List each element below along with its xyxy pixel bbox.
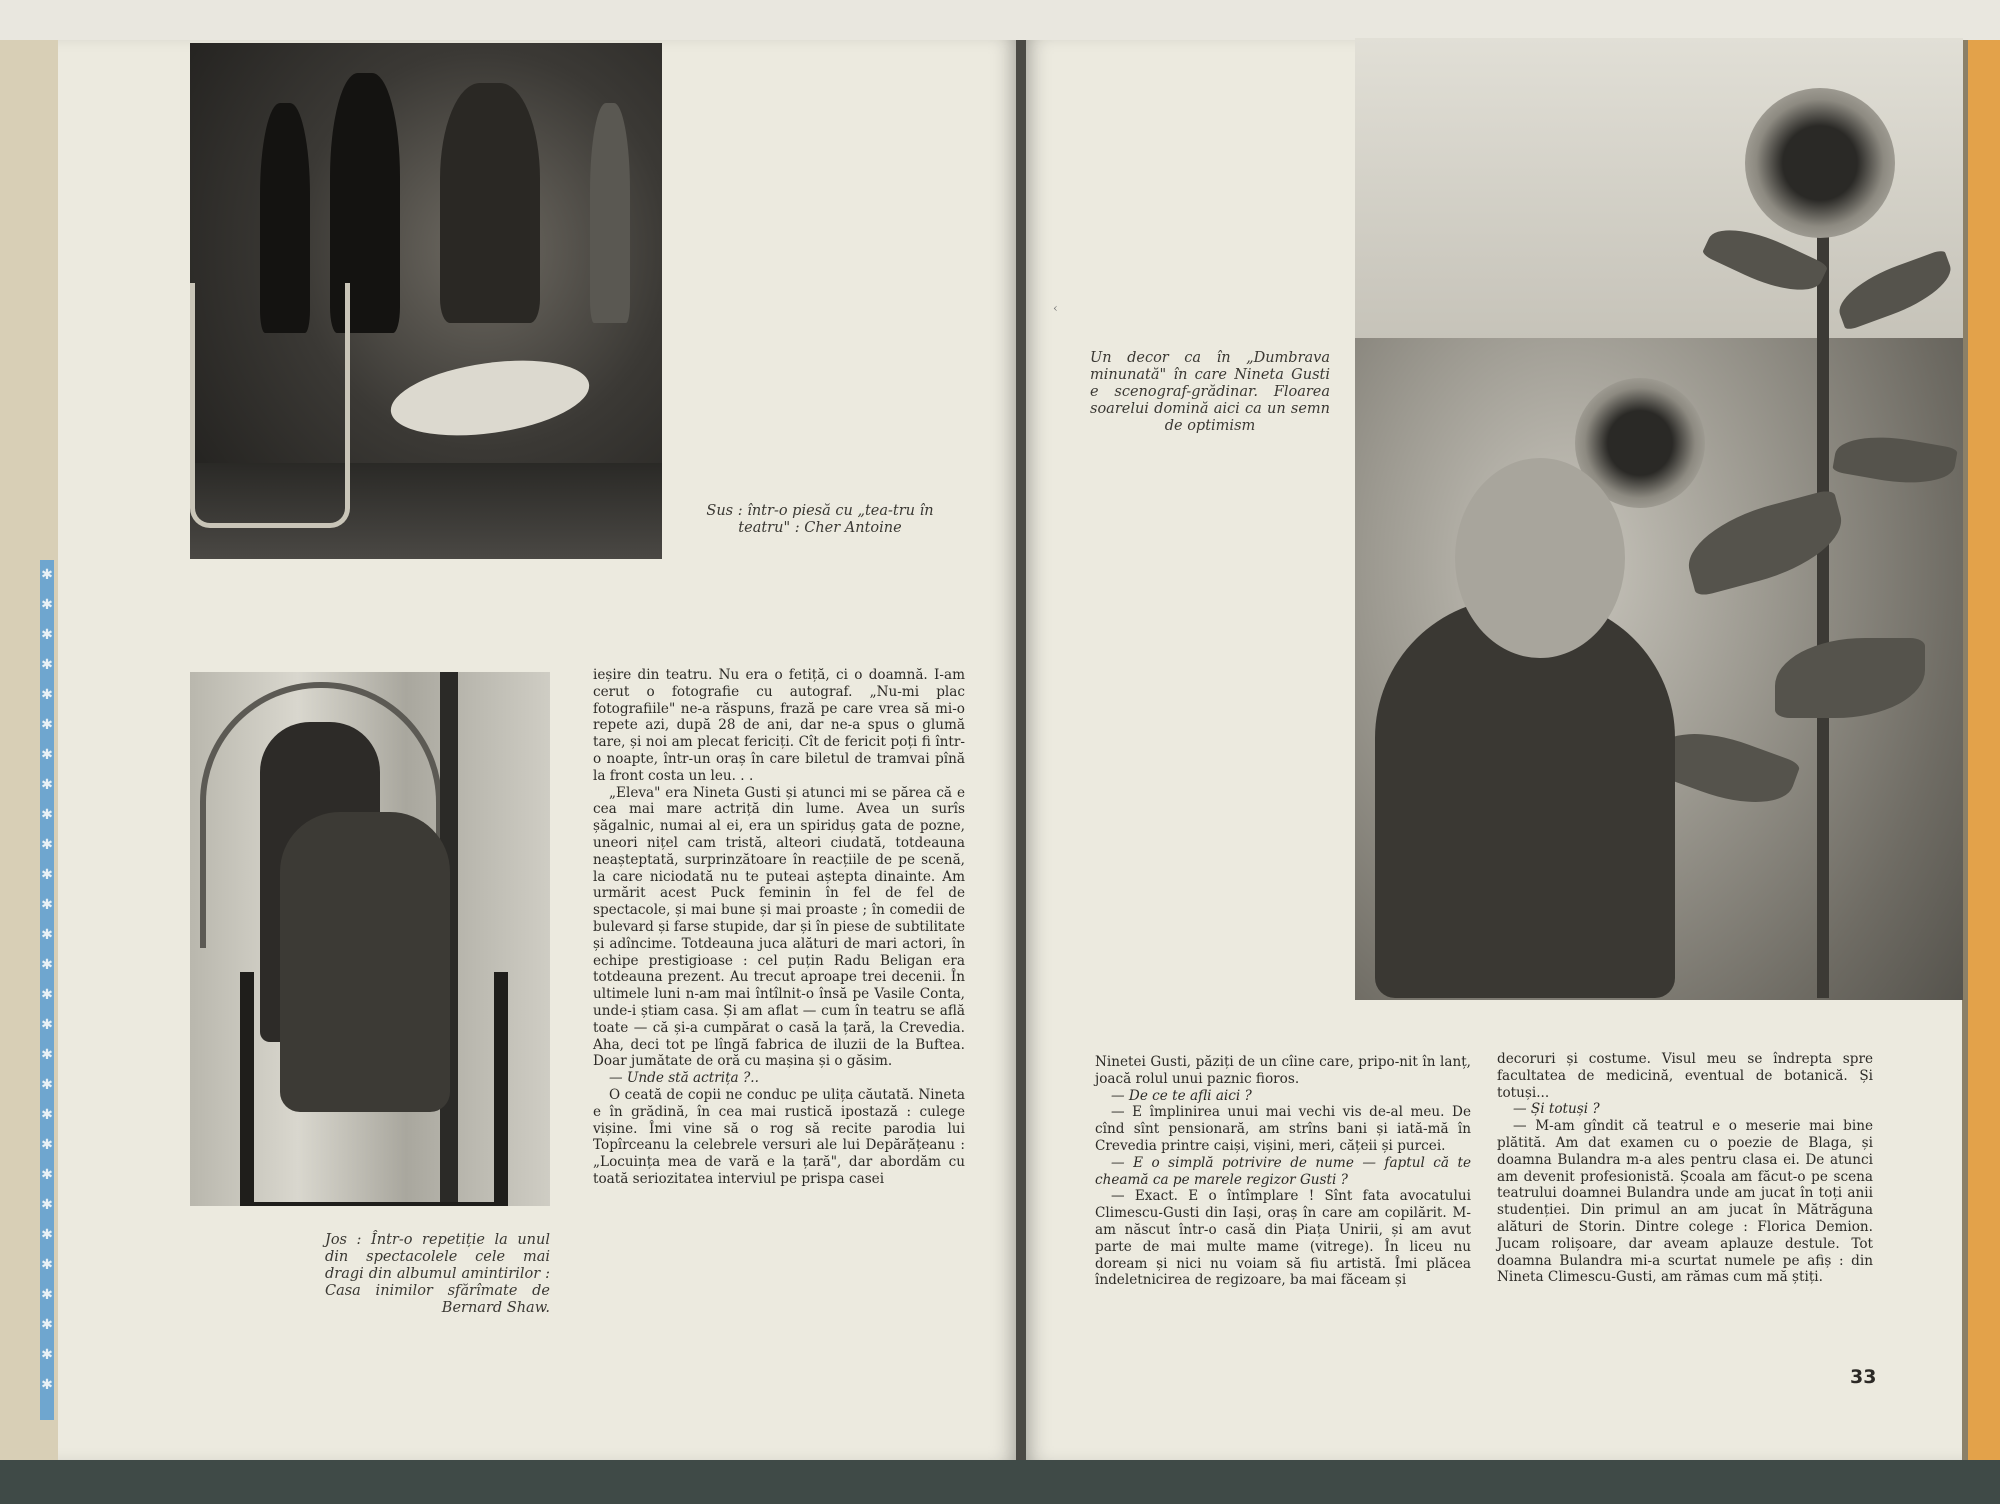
spine-mark: ✱ <box>41 1377 53 1393</box>
spine-mark: ✱ <box>41 597 53 613</box>
spine-mark: ✱ <box>41 1047 53 1063</box>
book-right-edge <box>1968 40 2000 1460</box>
table-top <box>386 349 594 446</box>
background-bottom <box>0 1460 2000 1504</box>
spine-mark: ✱ <box>41 1347 53 1363</box>
spine-mark: ✱ <box>41 1017 53 1033</box>
paragraph: — Unde stă actrița ?.. <box>609 1070 759 1087</box>
caption-garden-photo: Un decor ca în „Dumbrava minunată" în care Nineta Gusti e scenograf-grădinar. Floarea soarelui domină aici ca un semn de optimism <box>1090 350 1330 434</box>
spine-mark: ✱ <box>41 1137 53 1153</box>
actor-figure <box>590 103 630 323</box>
article-column-1 <box>593 667 965 1188</box>
armchair-shape <box>240 972 508 1206</box>
page-number: 33 <box>1850 1366 1877 1388</box>
margin-mark: ‹ <box>1053 301 1058 315</box>
paragraph: — E împlinirea unui mai vechi vis de-al meu. De cînd sînt pensionară, am strîns bani și iată-mă în Crevedia printre caiși, vișini, meri, cățeii și purcei. <box>1095 1104 1471 1154</box>
spine-mark: ✱ <box>41 717 53 733</box>
article-column-3 <box>1497 1051 1873 1286</box>
spine-mark: ✱ <box>41 567 53 583</box>
actress-figure <box>440 83 540 323</box>
paragraph: ieșire din teatru. Nu era o fetiță, ci o doamnă. I-am cerut o fotografie cu autograf. „Nu-mi plac fotografiile" ne-a răspuns, frază pe care vrea să mi-o repete azi, după 28 de ani, dar ne-a spus o glumă tare, și noi am plecat fericiți. Cît de fericit poți fi într-o noapte, într-un oraș în care biletul de tramvai pînă la front costa un leu. . . <box>593 667 965 784</box>
paragraph: decoruri și costume. Visul meu se îndrepta spre facultatea de medicină, eventual de botanică. Și totuși... <box>1497 1051 1873 1101</box>
spine-mark: ✱ <box>41 807 53 823</box>
chair-shape <box>190 283 350 528</box>
book-gutter <box>1016 40 1026 1460</box>
spine-mark: ✱ <box>41 927 53 943</box>
spine-mark: ✱ <box>41 657 53 673</box>
spine-mark: ✱ <box>41 897 53 913</box>
spine-mark: ✱ <box>41 1077 53 1093</box>
gardener-figure <box>1375 598 1675 998</box>
paragraph: „Eleva" era Nineta Gusti și atunci mi se părea că e cea mai mare actriță din lume. Avea un surîs șăgalnic, numai al ei, era un spiriduș gata de pozne, uneori nițel cam tristă, alteori ciudată, totdeauna neașteptată, surprinzătoare în reacțiile de pe scenă, la care niciodată nu te puteai aștepta dinainte. Am urmărit acest Puck feminin în fel de fel de spectacole, și mai bune și mai proaste ; în comedii de bulevard și farse stupide, dar și în piese de subtilitate și adîncime. Totdeauna juca alături de mari actori, în echipe prestigioase : cel puțin Radu Beligan era totdeauna prezent. Au trecut aproape trei decenii. În ultimele luni n-am mai întîlnit-o însă pe Vasile Conta, unde-i știam casa. Și am aflat — cum în teatru se află toate — că și-a cumpărat o casă la țară, la Crevedia. Aha, deci tot pe lîngă fabrica de iluzii de la Buftea. Doar jumătate de oră cu mașina și o găsim. <box>593 784 965 1070</box>
rehearsal-photo <box>190 672 550 1206</box>
paragraph: — M-am gîndit că teatrul e o meserie mai bine plătită. Am dat examen cu o poezie de Blaga, și doamna Bulandra m-a ales pentru clasa ei. De atunci am devenit profesionistă. Școala am făcut-o pe scena teatrului doamnei Bulandra unde am jucat în toți anii studenției. Din primul an am jucat în Mătrăguna alături de Storin. Dintre colege : Florica Demion. Jucam rolișoare, dar aveam aplauze destule. Tot doamna Bulandra mi-a scurtat numele pe afiș : din Nineta Climescu-Gusti, am rămas cum mă știți. <box>1497 1118 1873 1286</box>
spine-mark: ✱ <box>41 957 53 973</box>
spine-mark: ✱ <box>41 1287 53 1303</box>
article-column-2 <box>1095 1054 1471 1289</box>
gardener-head <box>1455 458 1625 658</box>
spine-mark: ✱ <box>41 747 53 763</box>
leaf-shape <box>1775 638 1925 718</box>
paragraph: — Exact. E o întîmplare ! Sînt fata avocatului Climescu-Gusti din Iași, oraș în care am copilărit. M-am născut într-o casă din Piața Unirii, și am avut parte de mai multe mame (vitrege). În liceu nu doream și nici nu voiam să fiu artistă. Îmi plăcea îndeletnicirea de regizoare, ba mai făceam și <box>1095 1188 1471 1289</box>
spine-mark: ✱ <box>41 1107 53 1123</box>
paragraph: — E o simplă potrivire de nume — faptul că te cheamă ca pe marele regizor Gusti ? <box>1095 1154 1471 1188</box>
caption-top-photo: Sus : într-o piesă cu „tea-tru în teatru" : Cher Antoine <box>706 503 934 536</box>
spine-mark: ✱ <box>41 1257 53 1273</box>
garden-photo <box>1355 38 1963 1000</box>
sunflower-head <box>1745 88 1895 238</box>
spine-mark: ✱ <box>41 687 53 703</box>
spine-mark: ✱ <box>41 627 53 643</box>
spine-mark: ✱ <box>41 837 53 853</box>
stage-photo <box>190 43 662 559</box>
spine-mark: ✱ <box>41 987 53 1003</box>
paragraph: O ceată de copii ne conduc pe ulița căutată. Nineta e în grădină, în cea mai rustică ipostază : culege vișine. Îmi vine să o rog să recite parodia lui Topîrceanu la celebrele versuri ale lui Depărățeanu : „Locuința mea de vară e la țară", dar abordăm cu toată seriozitatea interviul pe prispa casei <box>593 1086 965 1187</box>
spine-mark: ✱ <box>41 1227 53 1243</box>
paragraph: — De ce te afli aici ? <box>1111 1087 1252 1104</box>
paragraph: — Și totuși ? <box>1513 1101 1600 1118</box>
caption-bottom-photo: Jos : Într-o repetiție la unul din spectacolele cele mai dragi din albumul amintirilor : Casa inimilor sfărîmate de Bernard Shaw. <box>325 1232 550 1316</box>
spine-mark: ✱ <box>41 777 53 793</box>
leaf-shape <box>1832 428 1958 492</box>
spine-index-tab <box>40 560 54 1420</box>
spine-mark: ✱ <box>41 1167 53 1183</box>
paragraph: Ninetei Gusti, păziți de un cîine care, pripo-nit în lanț, joacă rolul unui paznic fioros. <box>1095 1054 1471 1087</box>
spine-mark: ✱ <box>41 1317 53 1333</box>
spine-mark: ✱ <box>41 1197 53 1213</box>
spine-mark: ✱ <box>41 867 53 883</box>
